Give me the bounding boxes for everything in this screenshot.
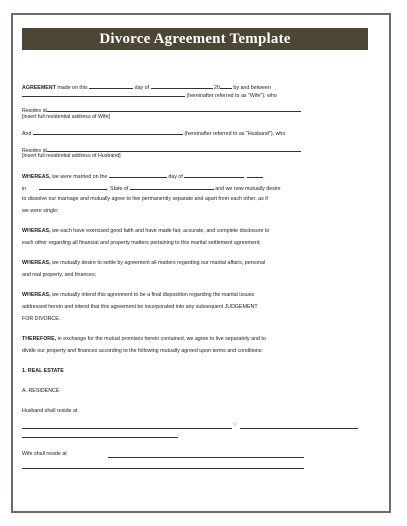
agreement-text-b: day of bbox=[134, 85, 150, 91]
wife-reference-text: (hereinafter referred to as "Wife"), who bbox=[186, 93, 277, 99]
whereas1-line-4: we were single; bbox=[22, 208, 59, 214]
wife-address-hint: [insert full residential address of Wife] bbox=[22, 114, 111, 120]
marriage-city-field[interactable] bbox=[39, 183, 107, 190]
whereas3-line-2: and real property, and finances; bbox=[22, 272, 97, 278]
whereas3-line-1 bbox=[22, 259, 265, 267]
whereas4-text: we mutually intend this agreement to be a final disposition regarding the marital issues bbox=[52, 292, 255, 298]
marriage-day-field[interactable] bbox=[109, 171, 167, 178]
whereas2-text: we each have exercised good faith and have made fair, accurate, and complete disclosure to bbox=[52, 228, 270, 234]
husband-residence-field-2[interactable] bbox=[22, 437, 178, 438]
whereas1-text-a: we were married on the bbox=[52, 174, 108, 180]
husband-residence-field-1b[interactable] bbox=[240, 428, 358, 429]
whereas2-line-1 bbox=[22, 227, 269, 235]
wife-address-field[interactable] bbox=[47, 105, 301, 112]
whereas1-in: in bbox=[22, 186, 27, 192]
whereas1-line-3: to dissolve our marriage and mutually agree to live permanently separate and apart from each other, as if bbox=[22, 196, 268, 202]
agreement-text-a: made on this bbox=[57, 85, 88, 91]
marriage-month-field[interactable] bbox=[184, 171, 244, 178]
wife-resides-label: Resides at bbox=[22, 108, 48, 114]
and-label: And bbox=[22, 131, 32, 137]
wife-reside-label: Wife shall reside at bbox=[22, 451, 67, 457]
husband-reference-text: (hereinafter referred to as "Husband"), who bbox=[184, 131, 286, 137]
whereas2-lead: WHEREAS, bbox=[22, 228, 51, 234]
section-real-estate: 1. REAL ESTATE bbox=[22, 368, 64, 374]
husband-reside-label: Husband shall reside at bbox=[22, 408, 78, 414]
whereas1-state-label: , State of bbox=[107, 186, 129, 192]
whereas3-text: we mutually desire to settle by agreement all matters regarding our marital affairs, personal bbox=[52, 260, 266, 266]
whereas4-line-1 bbox=[22, 291, 254, 299]
subsection-residence: A. RESIDENCE bbox=[22, 388, 60, 394]
whereas3-lead: WHEREAS, bbox=[22, 260, 51, 266]
whereas1-line-1: WHEREAS, we were married on the day of , . bbox=[22, 171, 265, 181]
agreement-text-c: 20 bbox=[214, 85, 220, 91]
agreement-line-2 bbox=[22, 90, 277, 100]
whereas4-line-3: FOR DIVORCE. bbox=[22, 316, 61, 322]
husband-resides-label: Resides at bbox=[22, 148, 48, 154]
date-month-field[interactable] bbox=[151, 82, 213, 89]
whereas1-text-b: day of bbox=[168, 174, 183, 180]
husband-address-hint: [insert full residential address of Husband] bbox=[22, 153, 121, 159]
wife-residence-field-2[interactable] bbox=[22, 468, 304, 469]
whereas4-line-2: addressed herein and intend that this agreement be incorporated into any subsequent JUDGEMENT bbox=[22, 304, 258, 310]
date-day-field[interactable] bbox=[89, 82, 133, 89]
therefore-line-2: divide our property and finances according to the following mutually agreed upon terms and conditions: bbox=[22, 348, 263, 354]
agreement-text-d: by and between bbox=[233, 85, 271, 91]
wife-name-field[interactable] bbox=[22, 90, 185, 97]
wife-reside-line bbox=[22, 450, 67, 458]
husband-line bbox=[22, 128, 285, 138]
therefore-line-1 bbox=[22, 335, 266, 343]
husband-residence-field-1[interactable] bbox=[22, 428, 232, 429]
husband-name-field[interactable] bbox=[33, 128, 183, 135]
therefore-text: in exchange for the mutual promises herein contained, we agree to live separately and to bbox=[57, 336, 266, 342]
whereas4-lead: WHEREAS, bbox=[22, 292, 51, 298]
marriage-state-field[interactable] bbox=[130, 183, 214, 190]
whereas2-line-2: each other regarding all financial and property matters pertaining to this marital settlement agreement; bbox=[22, 240, 261, 246]
marriage-year-field[interactable] bbox=[247, 171, 263, 178]
date-year-field[interactable] bbox=[220, 82, 232, 89]
whereas1-line-2 bbox=[22, 183, 281, 193]
therefore-lead: THEREFORE, bbox=[22, 336, 57, 342]
document-title: Divorce Agreement Template bbox=[22, 28, 368, 50]
spellcheck-mark-icon: ~/ bbox=[232, 422, 237, 428]
husband-address-field[interactable] bbox=[47, 145, 301, 152]
wife-residence-field-1[interactable] bbox=[108, 457, 304, 458]
whereas1-lead: WHEREAS, bbox=[22, 174, 51, 180]
agreement-lead: AGREEMENT bbox=[22, 85, 56, 91]
whereas1-text-c: and we now mutually desire bbox=[215, 186, 281, 192]
